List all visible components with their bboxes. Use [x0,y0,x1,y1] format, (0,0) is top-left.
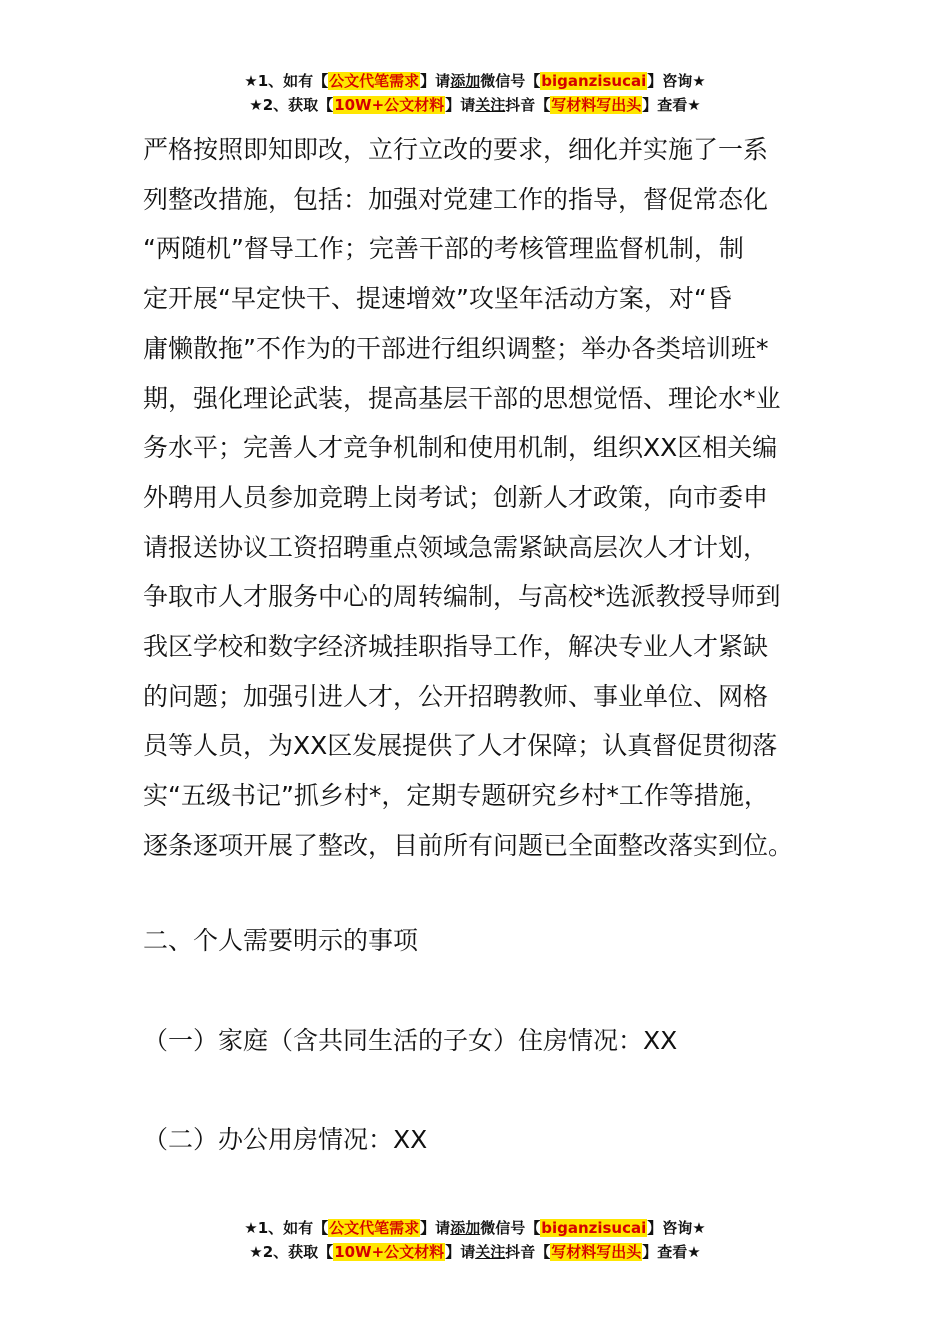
housing-item: （一）家庭（含共同生活的子女）住房情况：XX [143,1026,678,1055]
highlight-ghostwriting: 公文代笔需求 [329,72,420,90]
paragraph-line: 列整改措施，包括：加强对党建工作的指导，督促常态化 [143,184,769,214]
paragraph-line: 逐条逐项开展了整改，目前所有问题已全面整改落实到位。 [143,830,794,860]
paragraph-line: 的问题；加强引进人才，公开招聘教师、事业单位、网格 [143,681,769,711]
paragraph-line: 期，强化理论武装，提高基层干部的思想觉悟、理论水*业 [143,383,781,413]
bottom-banner-line-2: ★2、获取【10W+公文材料】请关注抖音【写材料写出头】查看★ [249,1243,701,1261]
office-item: （二）办公用房情况：XX [143,1125,428,1154]
paragraph-line: 请报送协议工资招聘重点领域急需紧缺高层次人才计划， [143,532,769,562]
top-promo-banner [0,69,950,117]
highlight-wechat-id: biganzisucai [541,72,647,90]
paragraph-line: 定开展“早定快干、提速增效”攻坚年活动方案，对“昏 [143,284,732,314]
paragraph-line: 严格按照即知即改，立行立改的要求，细化并实施了一系 [143,135,769,164]
paragraph-line: 庸懒散拖”不作为的干部进行组织调整；举办各类培训班* [143,333,769,363]
paragraph-line: 外聘用人员参加竞聘上岗考试；创新人才政策，向市委申 [143,482,769,512]
paragraph-line: 员等人员，为XX区发展提供了人才保障；认真督促贯彻落 [143,731,778,761]
bottom-banner-line-1: ★1、如有【公文代笔需求】请添加微信号【biganzisucai】咨询★ [244,1219,706,1237]
highlight-materials: 10W+公文材料 [334,1243,445,1261]
top-banner-line-2: ★2、获取【10W+公文材料】请关注抖音【写材料写出头】查看★ [249,96,701,114]
bottom-promo-banner [0,1216,950,1264]
highlight-ghostwriting: 公文代笔需求 [329,1219,420,1237]
highlight-wechat-id: biganzisucai [541,1219,647,1237]
paragraph-line: 争取市人才服务中心的周转编制，与高校*选派教授导师到 [143,582,781,612]
paragraph-line: “两随机”督导工作；完善干部的考核管理监督机制，制 [143,234,744,264]
top-banner-line-1: ★1、如有【公文代笔需求】请添加微信号【biganzisucai】咨询★ [244,72,706,90]
highlight-douyin-account: 写材料写出头 [551,1243,642,1261]
paragraph-line: 我区学校和数字经济城挂职指导工作，解决专业人才紧缺 [143,632,769,662]
body-paragraph [143,125,833,871]
section-heading: 二、个人需要明示的事项 [143,926,419,955]
highlight-materials: 10W+公文材料 [334,96,445,114]
paragraph-line: 务水平；完善人才竞争机制和使用机制，组织XX区相关编 [143,433,778,463]
paragraph-line: 实“五级书记”抓乡村*，定期专题研究乡村*工作等措施， [143,781,769,811]
highlight-douyin-account: 写材料写出头 [551,96,642,114]
